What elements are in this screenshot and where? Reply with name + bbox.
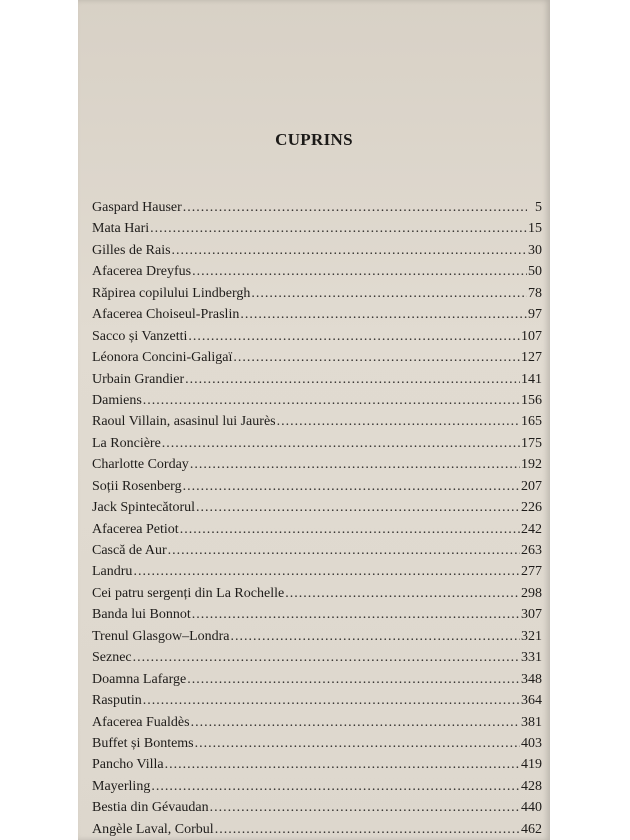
toc-entry <box>92 647 542 668</box>
toc-entry <box>92 261 542 282</box>
toc-entry <box>92 304 542 325</box>
toc-entry-title: Răpirea copilului Lindbergh <box>92 285 251 301</box>
toc-entry-page-number: 78 <box>528 285 542 301</box>
dot-leader <box>215 819 520 840</box>
toc-entry <box>92 326 542 347</box>
toc-entry-page-number: 15 <box>528 221 542 237</box>
toc-entry <box>92 497 542 518</box>
dot-leader <box>240 304 527 325</box>
toc-entry-title: Afacerea Dreyfus <box>92 264 192 280</box>
toc-entry <box>92 390 542 411</box>
toc-entry-title: Cei patru sergenți din La Rochelle <box>92 585 285 601</box>
toc-entry <box>92 626 542 647</box>
toc-entry <box>92 540 542 561</box>
toc-entry-title: Afacerea Petiot <box>92 521 179 537</box>
toc-entry-page-number: 156 <box>521 392 542 408</box>
toc-entry-title: Sacco și Vanzetti <box>92 328 188 344</box>
dot-leader <box>143 690 520 711</box>
dot-leader <box>285 583 520 604</box>
dot-leader <box>172 240 527 261</box>
toc-entry <box>92 218 542 239</box>
toc-entry <box>92 519 542 540</box>
dot-leader <box>190 454 520 475</box>
toc-entry-page-number: 141 <box>521 371 542 387</box>
toc-entry-page-number: 97 <box>528 307 542 323</box>
dot-leader <box>192 261 527 282</box>
toc-entry-title: Afacerea Choiseul-Praslin <box>92 307 240 323</box>
toc-entry-title: Soții Rosenberg <box>92 478 182 494</box>
toc-entry-title: Jack Spintecătorul <box>92 500 196 516</box>
toc-entry-page-number: 381 <box>521 714 542 730</box>
toc-entry <box>92 411 542 432</box>
toc-entry <box>92 283 542 304</box>
toc-entry-title: Charlotte Corday <box>92 457 189 473</box>
toc-entry-title: La Roncière <box>92 435 161 451</box>
toc-entry-page-number: 175 <box>521 435 542 451</box>
toc-entry-title: Mata Hari <box>92 221 150 237</box>
toc-entry-title: Landru <box>92 564 133 580</box>
toc-entry <box>92 712 542 733</box>
toc-entry <box>92 733 542 754</box>
toc-entry-page-number: 419 <box>521 757 542 773</box>
toc-entry-page-number: 263 <box>521 543 542 558</box>
toc-entry-title: Cască de Aur <box>92 543 167 558</box>
dot-leader <box>277 411 520 432</box>
toc-entry-page-number: 30 <box>528 242 542 258</box>
dot-leader <box>150 218 527 239</box>
toc-entry-page-number: 428 <box>521 778 542 794</box>
dot-leader <box>192 604 520 625</box>
toc-entry <box>92 754 542 775</box>
dot-leader <box>162 433 520 454</box>
dot-leader <box>188 326 520 347</box>
toc-entry <box>92 561 542 582</box>
toc-entry-title: Pancho Villa <box>92 757 164 773</box>
dot-leader <box>165 754 520 775</box>
book-page <box>78 0 550 840</box>
dot-leader <box>233 347 520 368</box>
dot-leader <box>195 733 520 754</box>
dot-leader <box>168 540 520 561</box>
dot-leader <box>183 476 520 497</box>
toc-entry <box>92 819 542 840</box>
toc-entry <box>92 476 542 497</box>
toc-entry-page-number: 298 <box>521 585 542 601</box>
toc-entry-page-number: 207 <box>521 478 542 494</box>
dot-leader <box>183 197 527 218</box>
toc-entry-title: Doamna Lafarge <box>92 671 187 687</box>
toc-entry <box>92 454 542 475</box>
toc-entry-title: Raoul Villain, asasinul lui Jaurès <box>92 414 276 430</box>
dot-leader <box>231 626 520 647</box>
toc-entry <box>92 797 542 818</box>
toc-entry-title: Afacerea Fualdès <box>92 714 190 730</box>
toc-entry <box>92 690 542 711</box>
toc-entry-page-number: 440 <box>521 800 542 816</box>
dot-leader <box>196 497 520 518</box>
dot-leader <box>180 519 520 540</box>
toc-entry-page-number: 307 <box>521 607 542 623</box>
toc-entry <box>92 369 542 390</box>
dot-leader <box>143 390 520 411</box>
toc-entry-title: Trenul Glasgow–Londra <box>92 628 230 644</box>
toc-entry-title: Gaspard Hauser <box>92 200 182 215</box>
toc-entry <box>92 433 542 454</box>
toc-entry-title: Banda lui Bonnot <box>92 607 191 623</box>
toc-entry <box>92 583 542 604</box>
dot-leader <box>191 712 520 733</box>
toc-entry-page-number: 192 <box>521 457 542 473</box>
page-title: CUPRINS <box>275 130 353 149</box>
dot-leader <box>151 776 520 797</box>
dot-leader <box>185 369 520 390</box>
dot-leader <box>251 283 527 304</box>
toc-entry-page-number: 5 <box>535 200 542 215</box>
toc-entry-page-number: 364 <box>521 693 542 709</box>
toc-entry-title: Buffet și Bontems <box>92 735 194 751</box>
toc-entry <box>92 604 542 625</box>
toc-entry <box>92 776 542 797</box>
toc-entry-title: Gilles de Rais <box>92 242 171 258</box>
toc-entry-page-number: 277 <box>521 564 542 580</box>
dot-leader <box>133 647 520 668</box>
dot-leader <box>187 669 520 690</box>
toc-entry-title: Mayerling <box>92 778 151 794</box>
toc-entry <box>92 669 542 690</box>
toc-entry-page-number: 331 <box>521 650 542 666</box>
toc-entry <box>92 240 542 261</box>
toc-entry <box>92 347 542 368</box>
toc-entry-page-number: 348 <box>521 671 542 687</box>
toc-entry-title: Urbain Grandier <box>92 371 185 387</box>
toc-entry-page-number: 107 <box>521 328 542 344</box>
toc-entry-page-number: 462 <box>521 821 542 837</box>
toc-entry-page-number: 226 <box>521 500 542 516</box>
toc-entry-title: Damiens <box>92 392 142 408</box>
toc-entry-title: Seznec <box>92 650 132 666</box>
toc-entry-title: Léonora Concini-Galigaï <box>92 350 233 366</box>
toc-entry <box>92 197 542 218</box>
toc-entry-page-number: 165 <box>521 414 542 430</box>
dot-leader <box>210 797 520 818</box>
toc-entry-page-number: 321 <box>521 628 542 644</box>
toc-entry-title: Angèle Laval, Corbul <box>92 821 214 837</box>
toc-entry-page-number: 50 <box>528 264 542 280</box>
table-of-contents <box>92 197 542 840</box>
toc-entry-page-number: 403 <box>521 735 542 751</box>
toc-entry-title: Rasputin <box>92 693 142 709</box>
toc-entry-page-number: 127 <box>521 350 542 366</box>
toc-entry-page-number: 242 <box>521 521 542 537</box>
toc-entry-title: Bestia din Gévaudan <box>92 800 209 816</box>
dot-leader <box>133 561 520 582</box>
